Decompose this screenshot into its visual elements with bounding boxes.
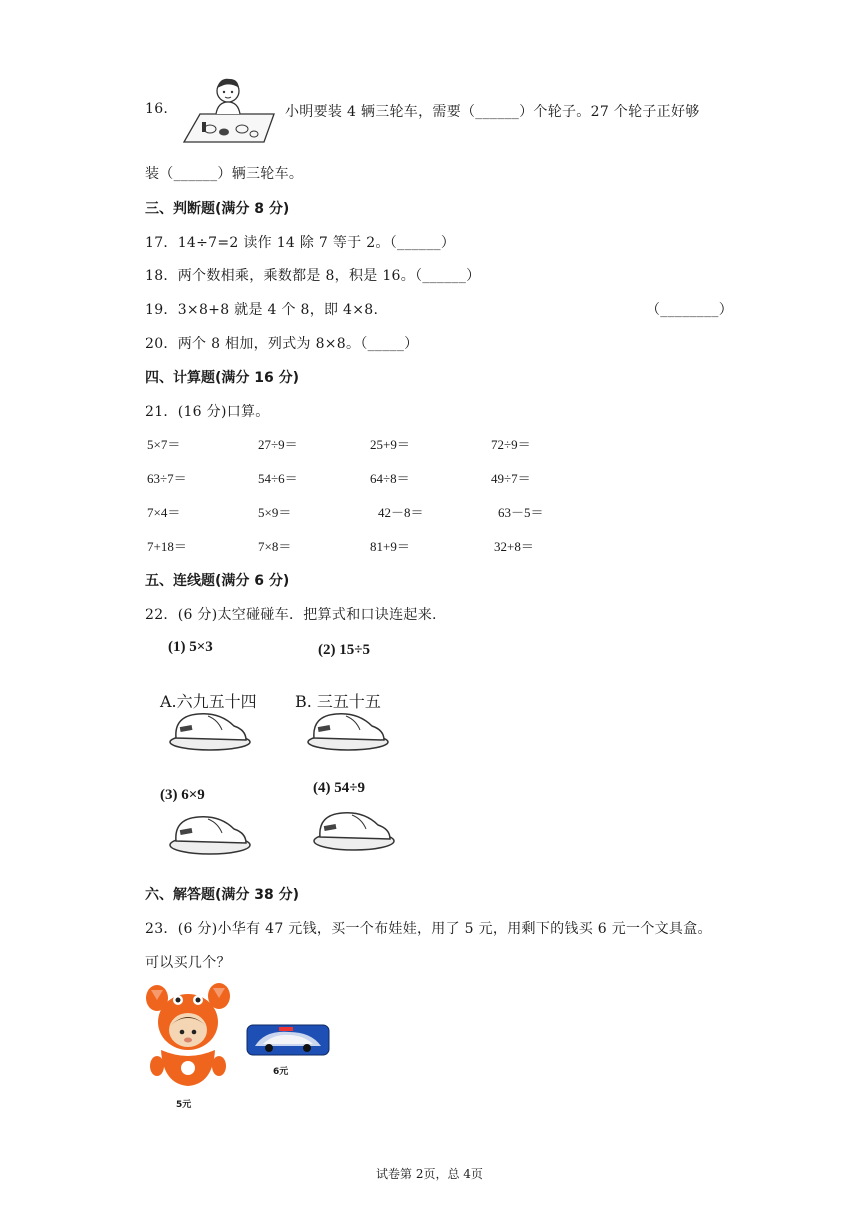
- q21-prompt: 21．(16 分)口算。: [145, 404, 270, 420]
- pencil-box-price-label: 6元: [273, 1067, 289, 1077]
- page-footer: 试卷第 2页，总 4页: [376, 1167, 483, 1181]
- calc-item: 64÷8＝: [370, 471, 410, 486]
- calc-item: 5×9＝: [258, 505, 292, 520]
- section-6-title: 六、解答题(满分 38 分): [145, 887, 300, 903]
- calc-item: 25+9＝: [370, 437, 410, 452]
- q22-expression-4: (4) 54÷9: [313, 780, 365, 796]
- calc-item: 5×7＝: [147, 437, 181, 452]
- doll-price-label: 5元: [176, 1100, 192, 1110]
- q22-option-b: B. 三五十五: [295, 692, 381, 711]
- q16-number: 16.: [145, 101, 169, 117]
- calc-item: 49÷7＝: [491, 471, 531, 486]
- q18-text: 18．两个数相乘，乘数都是 8，积是 16。（______）: [145, 268, 481, 284]
- calc-item: 27÷9＝: [258, 437, 298, 452]
- q22-expression-1: (1) 5×3: [168, 639, 213, 655]
- bumper-car-icon: [168, 810, 252, 856]
- section-4-title: 四、计算题(满分 16 分): [145, 370, 300, 386]
- calc-item: 81+9＝: [370, 539, 410, 554]
- calc-item: 7×4＝: [147, 505, 181, 520]
- q16-text-line2: 装（______）辆三轮车。: [145, 166, 304, 182]
- q22-prompt: 22．(6 分)太空碰碰车．把算式和口诀连起来.: [145, 607, 437, 623]
- pencil-box-image: [245, 1022, 331, 1058]
- plush-doll-image: [143, 980, 233, 1090]
- q20-text: 20．两个 8 相加，列式为 8×8。（_____）: [145, 336, 419, 352]
- calc-item: 42－8＝: [378, 505, 424, 520]
- bumper-car-icon: [168, 708, 252, 752]
- calc-item: 63－5＝: [498, 505, 544, 520]
- q16-text-line1: 小明要装 4 辆三轮车，需要（______）个轮子。27 个轮子正好够: [285, 104, 700, 120]
- calc-item: 63÷7＝: [147, 471, 187, 486]
- q19-answer-blank: （________）: [646, 302, 733, 318]
- section-5-title: 五、连线题(满分 6 分): [145, 573, 290, 589]
- q17-text: 17．14÷7=2 读作 14 除 7 等于 2。（______）: [145, 235, 456, 251]
- q22-expression-2: (2) 15÷5: [318, 642, 370, 658]
- calc-item: 7×8＝: [258, 539, 292, 554]
- calc-item: 32+8＝: [494, 539, 534, 554]
- q23-text-line2: 可以买几个？: [145, 955, 231, 971]
- calc-item: 7+18＝: [147, 539, 187, 554]
- q23-text-line1: 23．(6 分)小华有 47 元钱，买一个布娃娃，用了 5 元，用剩下的钱买 6 元一个文具盒。: [145, 921, 712, 937]
- calc-item: 72÷9＝: [491, 437, 531, 452]
- calc-item: 54÷6＝: [258, 471, 298, 486]
- q22-expression-3: (3) 6×9: [160, 787, 205, 803]
- boy-building-tricycle-illustration: [180, 74, 276, 148]
- bumper-car-icon: [312, 806, 396, 852]
- section-3-title: 三、判断题(满分 8 分): [145, 201, 290, 217]
- q19-text: 19．3×8+8 就是 4 个 8，即 4×8.: [145, 302, 379, 318]
- bumper-car-icon: [306, 708, 390, 752]
- q22-option-a: A.六九五十四: [160, 692, 257, 711]
